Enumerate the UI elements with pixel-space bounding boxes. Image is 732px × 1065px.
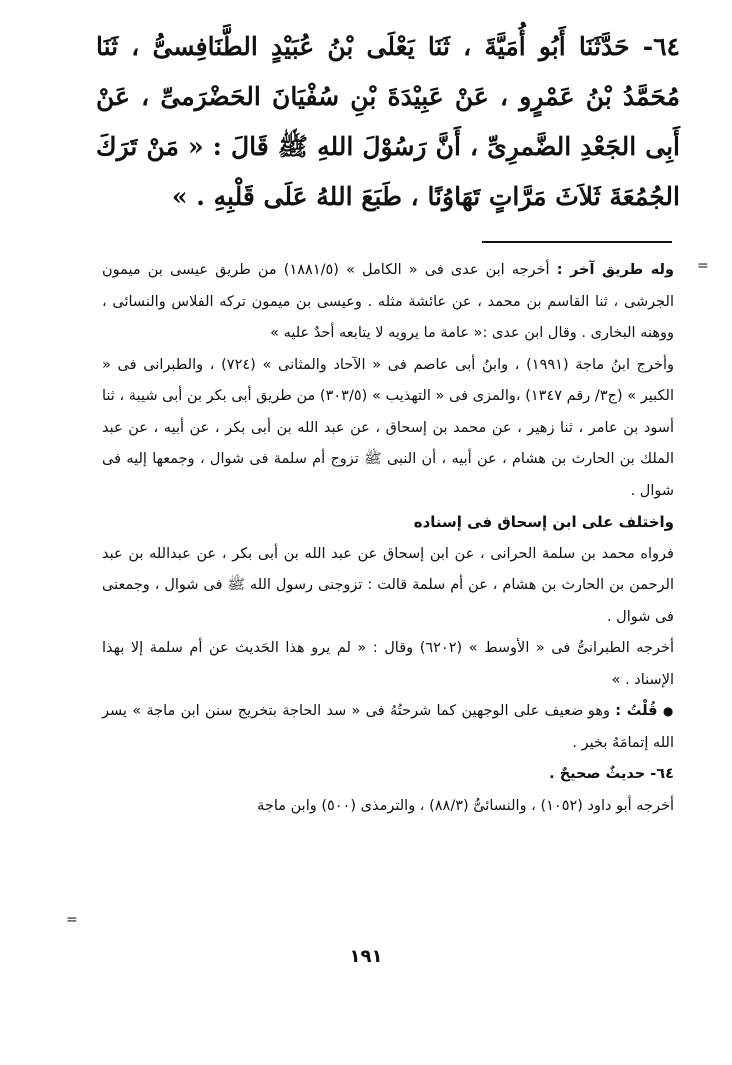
note-4-text: أخرجه الطبرانىُّ فى « الأوسط » (٦٢٠٢) وقال : « لم يرو هذا الحَديث عن أم سلمة إلا بهذا الإسناد . » [102, 640, 674, 688]
footnote-separator-rule [482, 241, 672, 243]
note-paragraph-4 [102, 633, 674, 696]
page-number: ١٩١ [349, 946, 383, 967]
hadith-text-block [96, 22, 680, 222]
note-paragraph-1 [102, 255, 674, 350]
note-paragraph-2 [102, 350, 674, 508]
note-7-text: أخرجه أبو داود (١٠٥٢) ، والنسائىُّ (٨٨/٣) ، والترمذى (٥٠٠) وابن ماجة [257, 797, 674, 814]
margin-mark-bottom: = [66, 912, 78, 928]
note-1-text: أخرجه ابن عدى فى « الكامل » (١٨٨١/٥) من طريق عيسى بن ميمون الجرشى ، ثنا القاسم بن محمد ، عن عائشة مثله . وعيسى بن ميمون تركه الفلاس والنسائى ، ووهنه البخارى . وقال ابن عدى :« عامة ما يرويه لا يتابعه أحدٌ عليه » [102, 262, 674, 341]
note-2-text: وأخرج ابنُ ماجة (١٩٩١) ، وابنُ أبى عاصم فى « الآحاد والمثانى » (٧٢٤) ، والطبرانى فى « الكبير » (ج٣/ رقم ١٣٤٧) ،والمزى فى « التهذيب » (٣٠٣/٥) من طريق أبى بكر بن أبى شيبة ، ثنا أسود بن عامر ، ثنا زهير ، عن محمد بن إسحاق ، عن عبد الله بن أبى بكر ، عن أبيه ، عن عبد الملك بن الحارث بن هشام ، عن أبيه ، أن النبى ﷺ تزوج أم سلمة فى شوال ، وجمعها إليه فى شوال . [102, 356, 675, 499]
note-5-label: قُلْتُ : [615, 703, 658, 719]
note-paragraph-7 [102, 791, 674, 823]
hadith-matn: حَدَّثَنَا أَبُو أُمَيَّةَ ، ثَنَا يَعْلَى بْنُ عُبَيْدٍ الطَّنَافِسىُّ ، ثَنَا مُحَمَّدُ بْنُ عَمْرٍو ، عَنْ عَبِيْدَةَ بْنِ سُفْيَانَ الحَضْرَمىِّ ، عَنْ أَبِى الجَعْدِ الضَّمرِىِّ ، أَنَّ رَسُوْلَ اللهِ ﷺ قَالَ : « مَنْ تَرَكَ الجُمُعَةَ ثَلاَثَ مَرَّاتٍ تَهَاوُنًا ، طَبَعَ اللهُ عَلَى قَلْبِهِ . » [96, 32, 680, 211]
section-heading: واختلف على ابن إسحاق فى إسناده [413, 513, 674, 531]
bullet-dot-icon: ● [662, 704, 674, 718]
margin-mark-top: = [697, 258, 709, 274]
note-paragraph-6: ٦٤- حديثٌ صحيحٌ . [549, 766, 674, 782]
note-paragraph-5 [102, 696, 674, 759]
note-3-text: فرواه محمد بن سلمة الحرانى ، عن ابن إسحاق عن عبد الله بن أبى بكر ، عن عبدالله بن عبد الرحمن بن الحارث بن هشام ، عن أم سلمة قالت : تزوجنى رسول الله ﷺ فى شوال ، وجمعنى فى شوال . [102, 545, 674, 625]
footnotes-block [102, 255, 674, 822]
note-5-text: وهو ضعيف على الوجهين كما شرحتُهُ فى « سد الحاجة بتخريج سنن ابن ماجة » يسر الله إتمامَهُ بخير . [102, 703, 674, 751]
hadith-number: ٦٤- [642, 32, 680, 61]
note-paragraph-3 [102, 539, 674, 634]
note-1-label: وله طريق آخر : [556, 262, 675, 278]
hadith-paragraph [96, 22, 680, 222]
